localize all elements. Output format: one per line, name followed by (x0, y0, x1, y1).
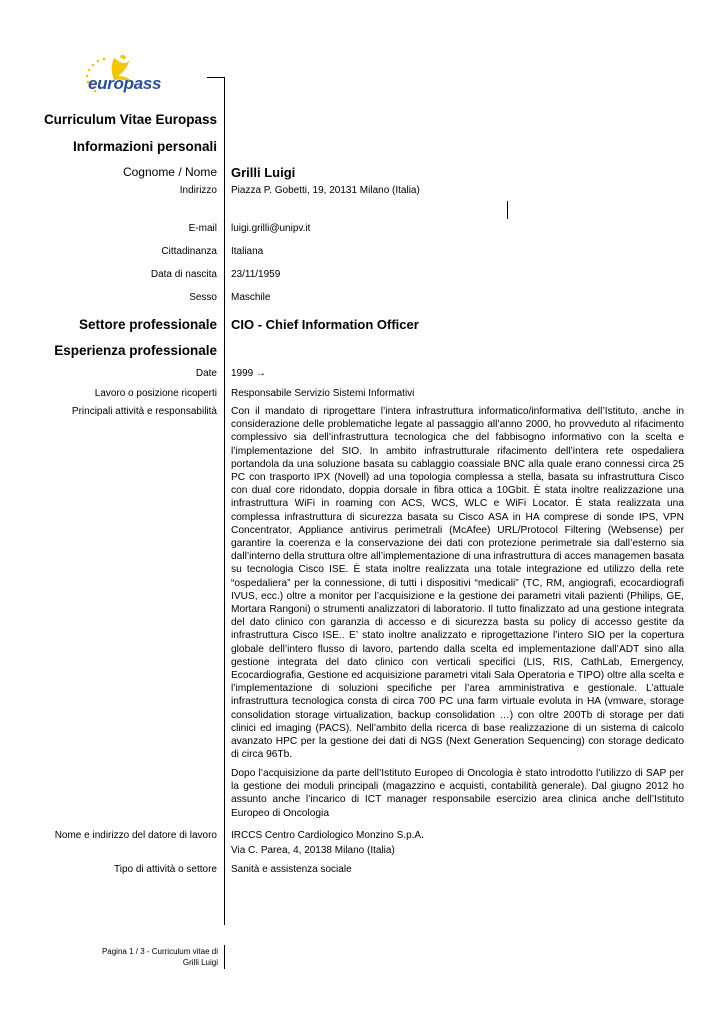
text-cursor-mark (507, 201, 508, 219)
activities-label: Principali attività e responsabilità (71, 406, 217, 417)
experience-heading: Esperienza professionale (54, 343, 217, 358)
footer-divider (224, 945, 225, 969)
logo-text-euro: euro (88, 74, 124, 93)
citizenship-value: Italiana (231, 246, 264, 257)
sector-label: Settore professionale (78, 317, 217, 332)
date-value: 1999 → (231, 368, 267, 379)
employer-line-2: Via C. Parea, 4, 20138 Milano (Italia) (231, 845, 395, 856)
sex-value: Maschile (231, 292, 271, 303)
activity-sector-label: Tipo di attività o settore (113, 864, 217, 875)
birth-date-value: 23/11/1959 (231, 269, 281, 280)
activity-sector-value: Sanità e assistenza sociale (231, 864, 352, 875)
activities-text: Con il mandato di riprogettare l’intera infrastruttura informatico/informativa dell’Istituto, anche in considerazione delle problematiche legate al passaggio all’anno 2000, ho provveduto al rifacimento complessivo sia dell’infrastruttura tecnologica che del fabbisogno informativo con la scelta e l’implementazione del SIO. In ambito infrastrutturale rifacimento dell’intera rete ospedaliera portandola da una soluzione basata su cablaggio coassiale BNC alla quale erano connessi circa 25 PC con trasporto IPX (Novell) ad una topologia complessa a stella, basata su infrastruttura Cisco con dual core ridondato, doppia dorsale in fibra ottica a 10Gbit. È stata inoltre realizzazione una infrastruttura WiFi in roaming con ACS, WCS, WLC e WiFi Locator. È stata realizzata una complessa infrastruttura di sicurezza basata su Cisco ASA in HA comprese di sonde IPS, VPN Concentrator, Appliance antivirus perimetrali (McAfee) URL/Protocol Filtering (Websense) per garantire la coerenza e la conservazione dei dati con protezione perimetrale sia dall’esterno sia dall’interno della struttura oltre all’implementazione di una infrastruttura di acces managemen basata su tecnologia Cisco ISE. È stata inoltre realizzata una totale integrazione ed utilizzo della rete “ospedaliera” per la connessione, di tutti i dispositivi “medicali” (TC, RM, angiografi, ecocardiografi IVUS, ecc.) oltre a monitor per l’acquisizione e la gestione dei parametri vitali pazienti (Philips, GE, Mortara Rangoni) o strumenti analizzatori di laboratorio. Il tutto finalizzato ad una gestione integrata del dato clinico con garanzia di accesso e di sicurezza basta su policy di accesso gestite da infrastruttura Cisco ISE.. E’ stato inoltre analizzato e riprogettazione l’intero SIO per la copertura globale dell’intero flusso di lavoro, partendo dalla scelta ed implementazione dall’ADT sino alla gestione integrata del dato clinico con verticali specifici (LIS, RIS, CathLab, Emergency, Ecocardiografia, Gestione ed acquisizione parametri vitali Sala Operatoria e TIPO) oltre alla scelta e l’implementazione di soluzioni specifiche per l’area amministrativa e gestionale. L’attuale infrastruttura tecnologica consta di circa 700 PC una farm virtuale evoluta in HA (vmware, storage consolidation storage virtualization, backup consolidation …) con oltre 200Tb di storage per dati clinici ed imaging (PACS). Nell’ambito della ricerca di base realizzazione di un sistema di calcolo avanzato HPC per la gestione dei dati di NGS (Next Generation Sequencing) con storage dedicato di circa 96Tb. (231, 406, 684, 761)
sector-value: CIO - Chief Information Officer (231, 317, 419, 332)
personal-info-heading: Informazioni personali (72, 139, 217, 154)
column-divider (224, 77, 225, 925)
employer-label: Nome e indirizzo del datore di lavoro (54, 830, 217, 841)
europass-wordmark (88, 74, 161, 94)
citizenship-label: Cittadinanza (161, 246, 217, 257)
address-label: Indirizzo (179, 185, 217, 196)
footer-page-info: Pagina 1 / 3 - Curriculum vitae di (101, 947, 218, 956)
address-value: Piazza P. Gobetti, 19, 20131 Milano (Italia) (231, 185, 420, 196)
logo-text-pass: pass (123, 74, 162, 93)
role-label: Lavoro o posizione ricoperti (94, 388, 217, 399)
name-label: Cognome / Nome (122, 165, 217, 179)
name-value: Grilli Luigi (231, 165, 296, 180)
footer-name: Grilli Luigi (182, 958, 218, 967)
role-value: Responsabile Servizio Sistemi Informativi (231, 388, 415, 399)
activities-text-2: Dopo l’acquisizione da parte dell’Istituto Europeo di Oncologia è stato introdotto l’utilizzo di SAP per la gestione dei moduli principali (magazzino e acquisti, contabilità generale). Dal giugno 2012 ho assunto anche l’incarico di ICT manager responsabile esercizio area clinica anche dell’Istituto Europeo di Oncologia (231, 768, 684, 819)
email-value[interactable]: luigi.grilli@unipv.it (231, 223, 311, 234)
employer-line-1: IRCCS Centro Cardiologico Monzino S.p.A. (231, 830, 424, 841)
birth-date-label: Data di nascita (150, 269, 217, 280)
date-label: Date (195, 368, 217, 379)
top-rule (207, 77, 225, 78)
cv-title: Curriculum Vitae Europass (43, 112, 217, 127)
sex-label: Sesso (189, 292, 217, 303)
email-label: E-mail (188, 223, 217, 234)
